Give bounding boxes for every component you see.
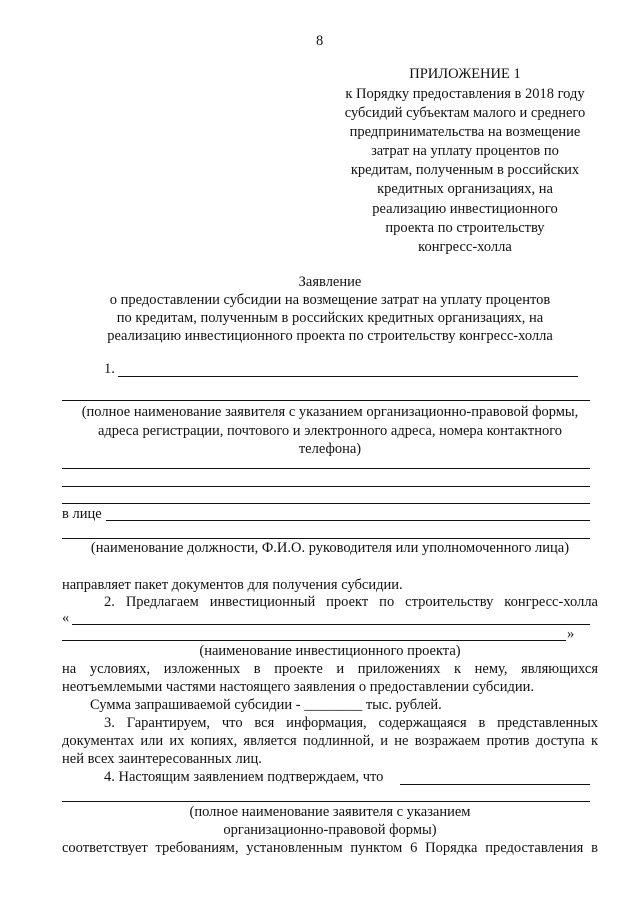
open-quote: « [62,610,70,626]
sends-text: направляет пакет документов для получения субсидии. [62,577,403,593]
item-3-line-2: документах или их копиях, является подлинной, и не возражаем против доступа к [62,733,598,749]
applicant-hint-line: адреса регистрации, почтового и электронного адреса, номера контактного [97,422,563,439]
conditions-line-1: на условиях, изложенных в проекте и приложениях к нему, являющихся [62,661,598,677]
item-4-hint-2: организационно-правовой формы) [223,822,437,838]
applicant-name-field[interactable] [118,376,578,377]
item-4-hint-1: (полное наименование заявителя с указанием [189,804,471,820]
appendix-title: ПРИЛОЖЕНИЕ 1 [409,66,521,82]
subsidy-sum-label: Сумма запрашиваемой субсидии - [90,697,301,713]
page-number: 8 [316,33,324,49]
appendix-line: предпринимательства на возмещение [349,124,581,141]
item-4-text: 4. Настоящим заявлением подтверждаем, что [104,769,384,785]
appendix-line: затрат на уплату процентов по [371,143,559,160]
appendix-line: проекта по строительству [385,219,545,236]
statement-title: Заявление [298,274,362,290]
statement-line: реализацию инвестиционного проекта по строительству конгресс-холла [107,328,553,344]
confirm-applicant-field-line2[interactable] [62,801,590,802]
item-2-text: 2. Предлагаем инвестиционный проект по строительству конгресс-холла [104,594,598,610]
item-4-last-line: соответствует требованиям, установленным пунктом 6 Порядка предоставления в [62,840,598,856]
in-person-field-line2[interactable] [62,538,590,539]
blank-line-2[interactable] [62,486,590,487]
appendix-line: к Порядку предоставления в 2018 году [345,86,585,102]
applicant-hint [55,403,605,459]
project-hint: (наименование инвестиционного проекта) [199,643,461,659]
appendix-line: кредитных организациях, на [377,181,553,198]
in-person-label: в лице [62,506,102,522]
conditions-line-2: неотъемлемыми частями настоящего заявления о предоставлении субсидии. [62,679,534,695]
project-name-field[interactable] [72,624,590,625]
applicant-hint-line: (полное наименование заявителя с указанием организационно-правовой формы, [81,404,579,420]
blank-line-3[interactable] [62,503,590,504]
item-1-number: 1. [104,361,115,377]
subsidy-sum-unit: тыс. рублей. [365,697,442,713]
applicant-hint-line: телефона) [298,441,362,457]
applicant-name-field-line2[interactable] [62,400,590,401]
statement-line: о предоставлении субсидии на возмещение затрат на уплату процентов [109,292,551,308]
appendix-line: субсидий субъектам малого и среднего [344,105,586,122]
appendix-line: конгресс-холла [418,238,512,255]
close-quote: » [567,626,575,642]
appendix-line: кредитам, полученным в российских [350,162,580,179]
item-3-line-1: 3. Гарантируем, что вся информация, содержащаяся в представленных [104,715,598,731]
project-name-field-line2[interactable] [62,640,566,641]
subsidy-sum-row [90,697,442,714]
blank-line-1[interactable] [62,468,590,469]
appendix-subtitle [330,85,600,257]
in-person-field[interactable] [106,520,590,521]
appendix-line: реализацию инвестиционного [372,200,558,217]
statement-line: по кредитам, полученным в российских кредитных организациях, на [116,310,544,326]
statement-subtitle [60,291,600,345]
subsidy-sum-field[interactable]: ________ [304,697,363,713]
position-hint: (наименование должности, Ф.И.О. руководителя или уполномоченного лица) [90,540,570,556]
confirm-applicant-field[interactable] [400,784,590,785]
item-3-line-3: ней всех заинтересованных лиц. [62,751,262,767]
